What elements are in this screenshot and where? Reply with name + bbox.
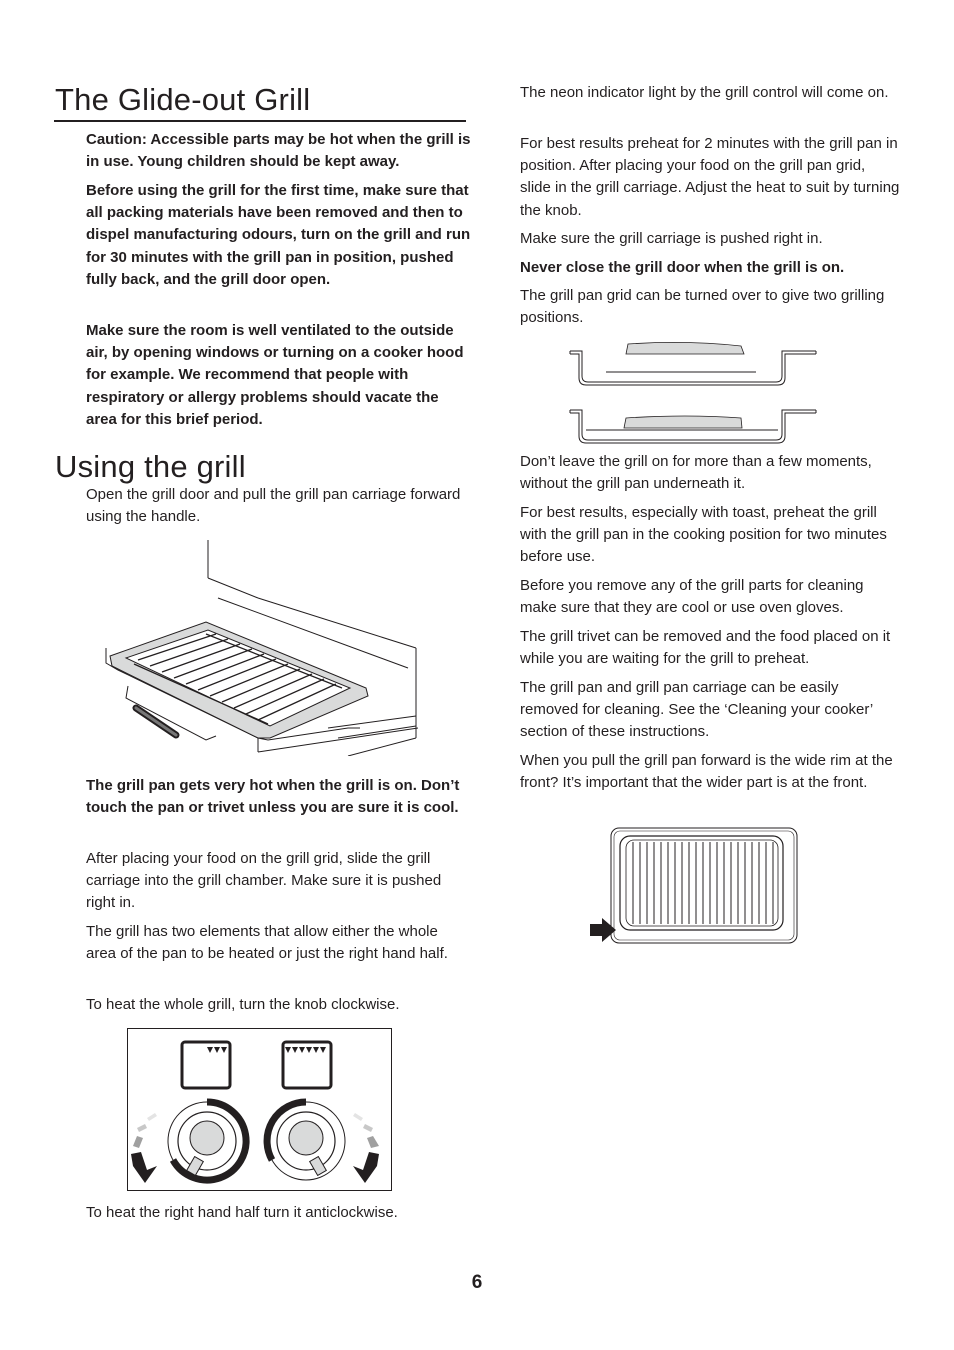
pushed-in-text: Make sure the grill carriage is pushed right in. (520, 230, 823, 247)
cleaning-text: The grill pan and grill pan carriage can be easily removed for cleaning. See the ‘Cleaning your cooker’ section of these instructions. (520, 679, 873, 741)
whole-grill-text: To heat the whole grill, turn the knob clockwise. (86, 996, 400, 1013)
ventilate-text: Make sure the room is well ventilated to the outside air, by opening windows or turning on a cooker hood for example. We recommend that people with respiratory or allergy problems should vacate the area for this brief period. (86, 322, 464, 428)
section-heading-using-grill: Using the grill (55, 449, 246, 484)
trivet-text: The grill trivet can be removed and the food placed on it while you are waiting for the grill to preheat. (520, 628, 891, 668)
grilling-positions-illustration (566, 338, 822, 444)
two-elements-text: The grill has two elements that allow either the whole area of the pan to be heated or just the right hand half. (86, 923, 448, 963)
grid-turn-text: The grill pan grid can be turned over to give two grilling positions. (520, 287, 885, 327)
grill-knob-left (168, 1102, 246, 1180)
remove-parts-text: Before you remove any of the grill parts for cleaning make sure that they are cool or use oven gloves. (520, 577, 864, 617)
hot-pan-warning: The grill pan gets very hot when the grill is on. Don’t touch the pan or trivet unless you are sure it is cool. (86, 777, 460, 817)
grill-knobs-illustration (127, 1028, 392, 1191)
grill-knob-right (267, 1102, 345, 1180)
heading-rule (54, 120, 466, 122)
grill-pan-carriage-illustration (98, 538, 420, 756)
page-number: 6 (471, 1272, 483, 1293)
section-heading-glide-out-grill: The Glide-out Grill (55, 82, 311, 117)
toast-text: For best results, especially with toast, preheat the grill with the grill pan in the cooking position for two minutes before use. (520, 504, 887, 566)
caution-text: Caution: Accessible parts may be hot when the grill is in use. Young children should be kept away. (86, 131, 471, 171)
dont-leave-text: Don’t leave the grill on for more than a few moments, without the grill pan underneath it. (520, 453, 872, 493)
right-half-text: To heat the right hand half turn it anticlockwise. (86, 1204, 398, 1221)
grill-pan-top-view-illustration (588, 826, 800, 946)
never-close-warning: Never close the grill door when the grill is on. (520, 259, 845, 276)
neon-text: The neon indicator light by the grill control will come on. (520, 84, 889, 101)
open-door-text: Open the grill door and pull the grill pan carriage forward using the handle. (86, 486, 461, 526)
after-placing-text: After placing your food on the grill grid, slide the grill carriage into the grill chamber. Make sure it is pushed right in. (86, 850, 442, 912)
preheat-text: For best results preheat for 2 minutes with the grill pan in position. After placing your food on the grill pan grid, slide in the grill carriage. Adjust the heat to suit by turning the knob. (520, 135, 900, 219)
wide-rim-text: When you pull the grill pan forward is the wide rim at the front? It’s important that the wider part is at the front. (520, 752, 893, 792)
first-use-text: Before using the grill for the first time, make sure that all packing materials have been removed and then to dispel manufacturing odours, turn on the grill and run for 30 minutes with the grill pan in position, pushed fully back, and the grill door open. (86, 182, 471, 288)
